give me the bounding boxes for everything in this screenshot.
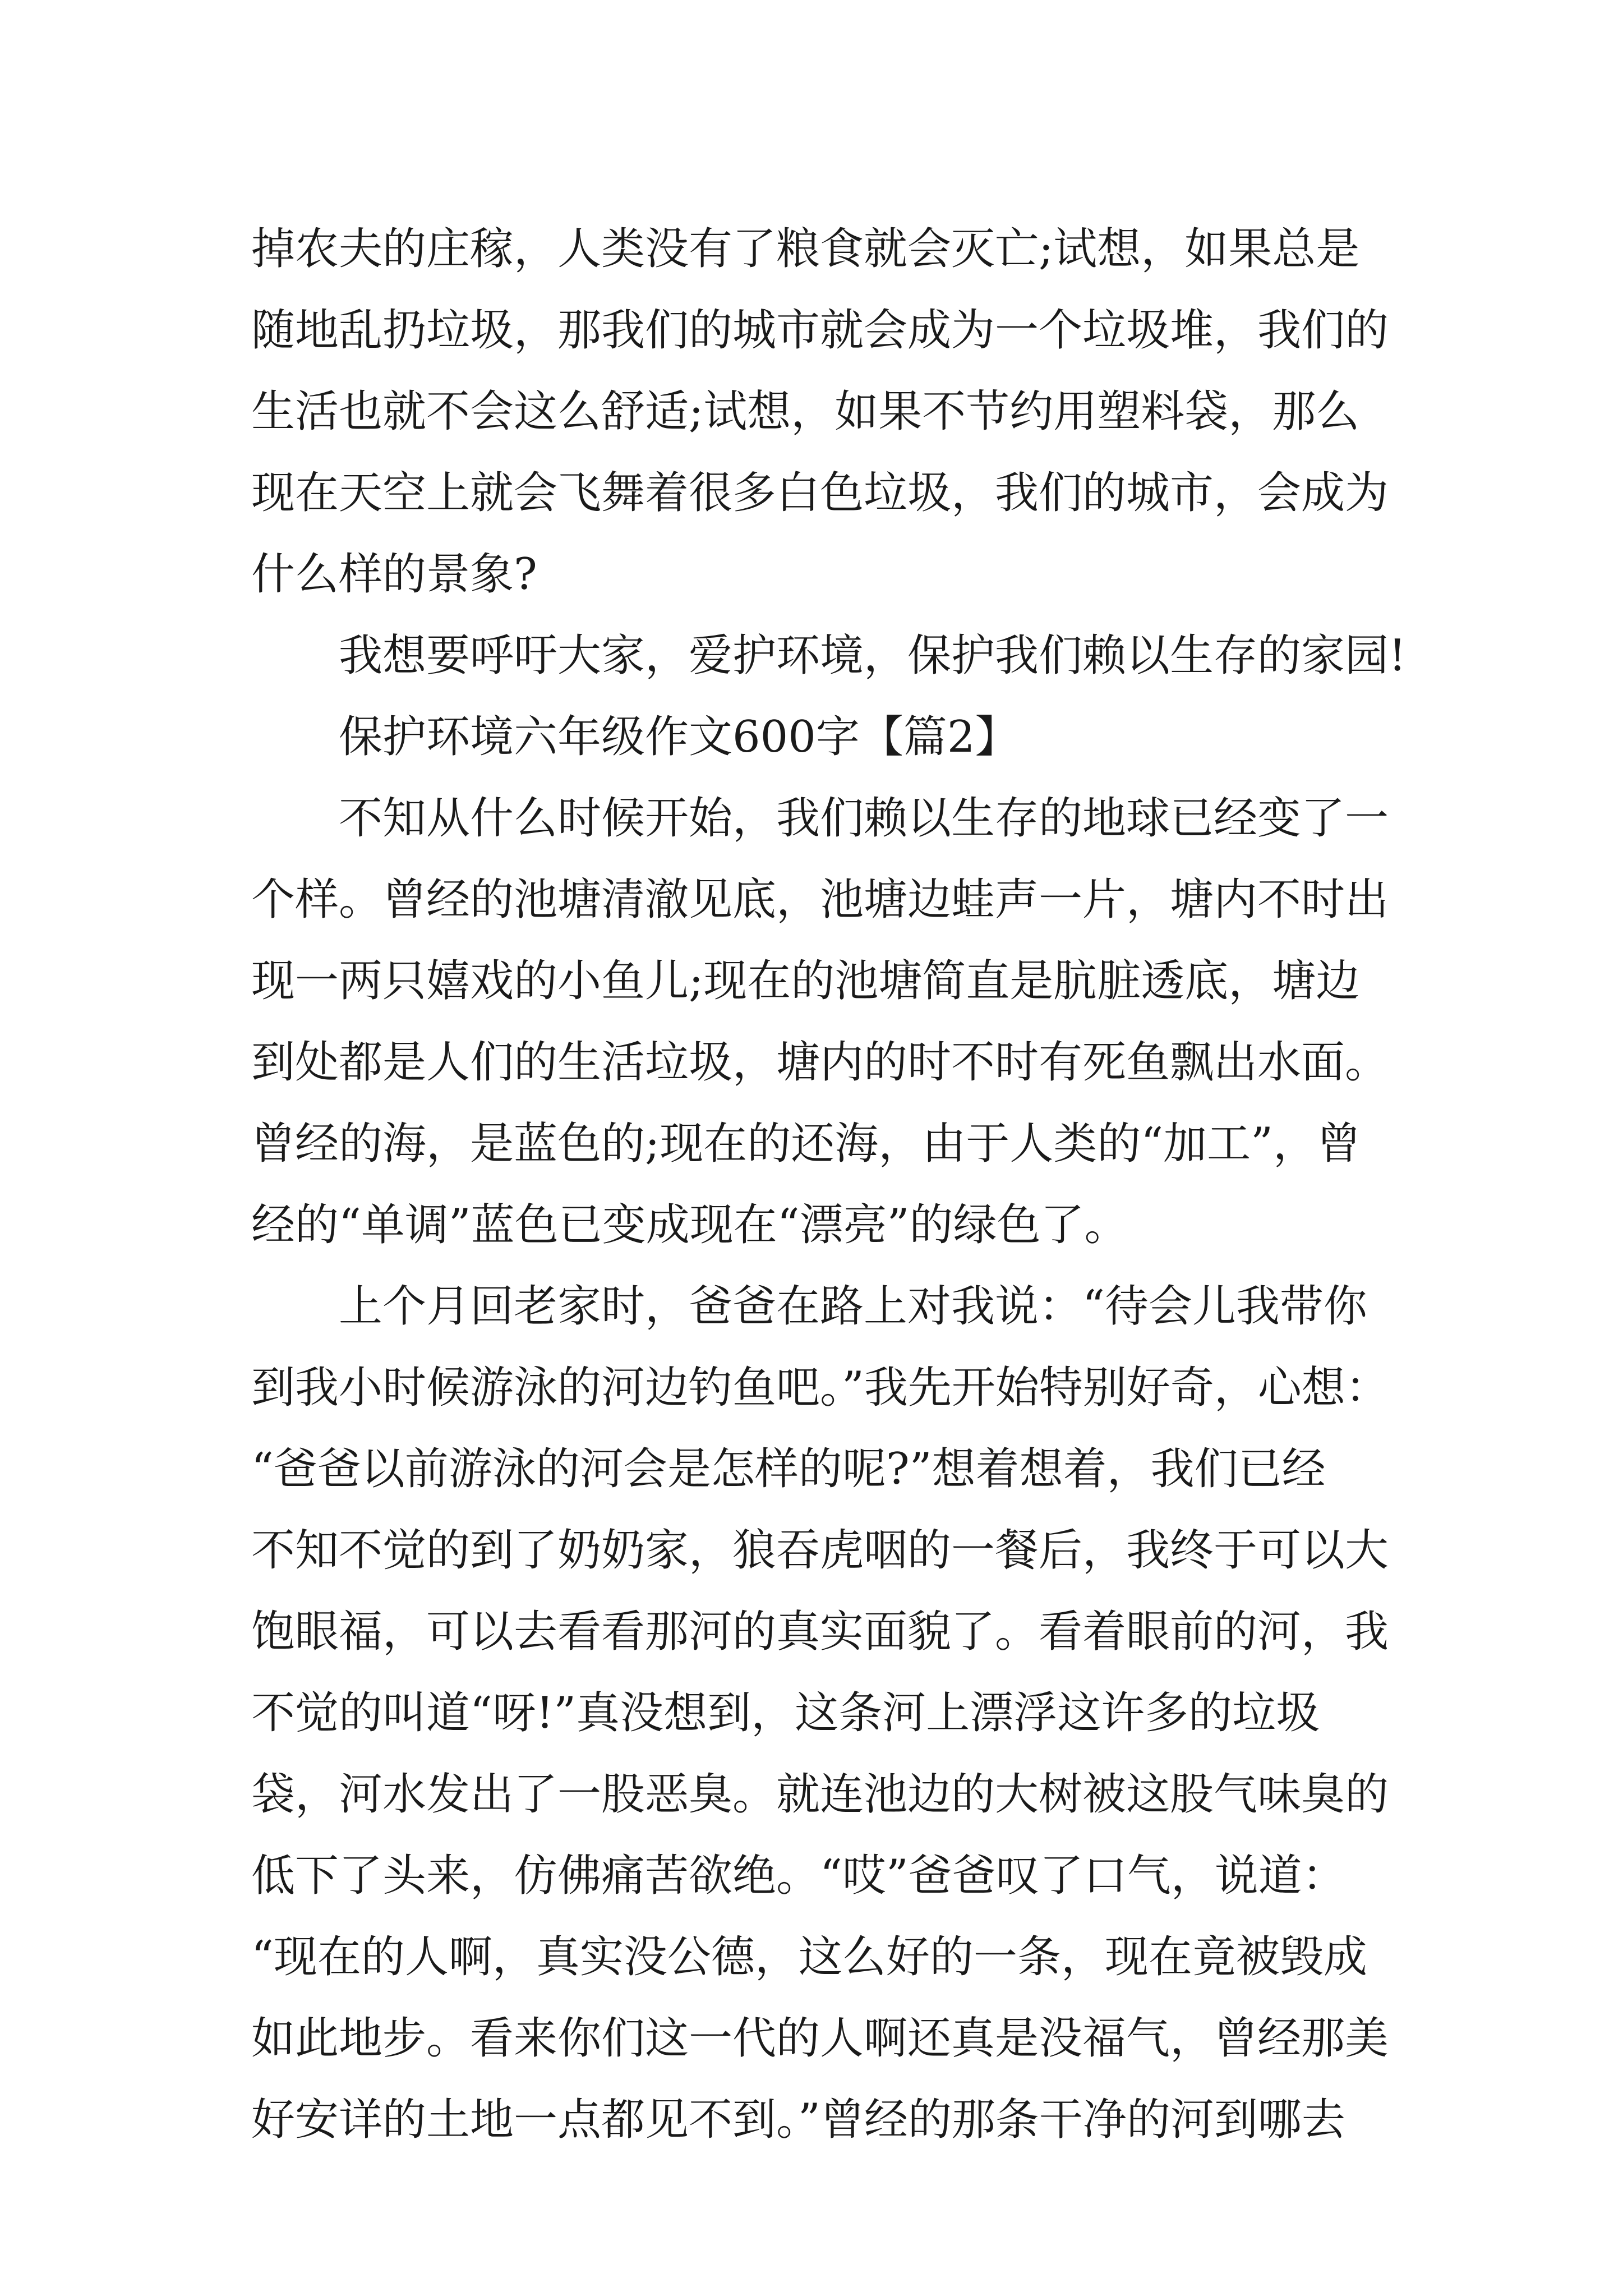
text-line: 好安详的土地一点都见不到。”曾经的那条干净的河到哪去 <box>251 2095 1345 2145</box>
text-line: 袋，河水发出了一股恶臭。就连池边的大树被这股气味臭的 <box>251 1769 1389 1820</box>
text-line: 什么样的景象? <box>251 549 537 600</box>
text-line: 低下了头来，仿佛痛苦欲绝。“哎”爸爸叹了口气，说道： <box>251 1851 1346 1901</box>
text-line: 经的“单调”蓝色已变成现在“漂亮”的绿色了。 <box>251 1200 1128 1250</box>
text-line: 随地乱扔垃圾，那我们的城市就会成为一个垃圾堆，我们的 <box>251 305 1389 356</box>
text-line: 如此地步。看来你们这一代的人啊还真是没福气，曾经那美 <box>251 2013 1389 2064</box>
text-line: 不觉的叫道“呀!”真没想到，这条河上漂浮这许多的垃圾 <box>251 1688 1320 1738</box>
text-line: “现在的人啊，真实没公德，这么好的一条，现在竟被毁成 <box>251 1932 1367 1982</box>
text-line: 到我小时候游泳的河边钓鱼吧。”我先开始特别好奇，心想： <box>251 1363 1389 1413</box>
section-heading: 保护环境六年级作文600字【篇2】 <box>339 712 1019 762</box>
text-line: 现在天空上就会飞舞着很多白色垃圾，我们的城市，会成为 <box>251 468 1389 518</box>
text-line: 掉农夫的庄稼，人类没有了粮食就会灭亡;试想，如果总是 <box>251 224 1360 274</box>
text-line: 曾经的海，是蓝色的;现在的还海，由于人类的“加工”，曾 <box>251 1119 1361 1169</box>
text-line: “爸爸以前游泳的河会是怎样的呢?”想着想着，我们已经 <box>251 1444 1326 1494</box>
text-line: 饱眼福，可以去看看那河的真实面貌了。看着眼前的河，我 <box>251 1607 1389 1657</box>
text-line: 现一两只嬉戏的小鱼儿;现在的池塘简直是肮脏透底，塘边 <box>251 956 1360 1006</box>
text-line: 到处都是人们的生活垃圾，塘内的时不时有死鱼飘出水面。 <box>251 1037 1389 1088</box>
text-line: 不知不觉的到了奶奶家，狼吞虎咽的一餐后，我终于可以大 <box>251 1525 1389 1576</box>
essay-body <box>251 209 1407 2161</box>
paragraph-first-line: 我想要呼吁大家，爱护环境，保护我们赖以生存的家园! <box>339 631 1407 681</box>
paragraph-first-line: 不知从什么时候开始，我们赖以生存的地球已经变了一 <box>339 793 1389 844</box>
text-line: 生活也就不会这么舒适;试想，如果不节约用塑料袋，那么 <box>251 386 1360 437</box>
text-line: 个样。曾经的池塘清澈见底，池塘边蛙声一片，塘内不时出 <box>251 875 1389 925</box>
paragraph-first-line: 上个月回老家时，爸爸在路上对我说：“待会儿我带你 <box>339 1281 1367 1332</box>
